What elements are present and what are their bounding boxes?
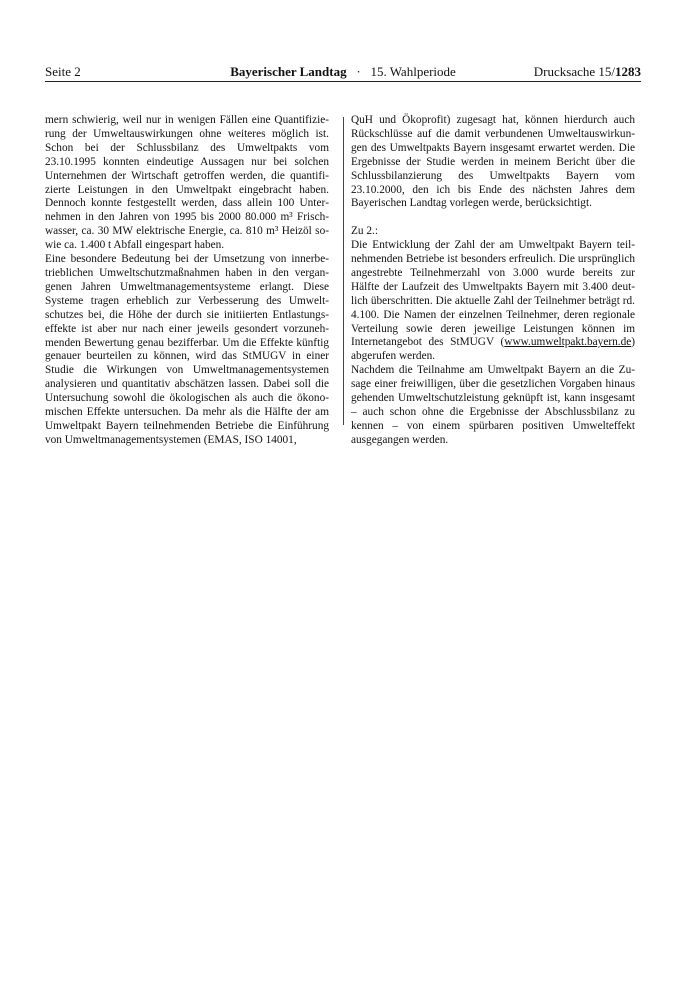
document-number-value: 1283 — [615, 64, 641, 79]
page-number: Seite 2 — [45, 64, 81, 79]
right-paragraph-2-text: Die Entwicklung der Zahl der am Umweltpakt Bayern teilnehmenden Betriebe ist besonders erfreulich. Die ursprünglich angestrebte Teilnehmerzahl von 3.000 wurde bereits zur Hälfte der Laufzeit des Umweltpakts Bayern mit 3.400 deutlich überschritten. Die aktuelle Zahl der Teilnehmer beträgt rd. 4.100. Die Namen der einzelnen Teilnehmer, deren regionale Verteilung sowie deren jeweilige Leistungen können im Internetangebot des StMUGV ( — [351, 239, 635, 349]
left-paragraph-2: Eine besondere Bedeutung bei der Umsetzung von innerbetrieblichen Umweltschutzmaßnahmen haben in den vergangenen Jahren Umweltmanagementsysteme erlangt. Diese Systeme tragen erheblich zur Verbesserung des Umweltschutzes bei, die Höhe der durch sie initiierten Entlastungseffekte ist aber nur nach einer jeweils gesondert vorzunehmenden Bewertung genau bezifferbar. Um die Effekte künftig genauer beurteilen zu können, wird das StMUGV in einer Studie die Wirkungen von Umweltmanagementsystemen analysieren und quantitativ abschätzen lassen. Dabei soll die Untersuchung sowohl die ökologischen als auch die ökonomischen Effekte untersuchen. Da mehr als die Hälfte der am Umweltpakt Bayern teilnehmenden Betriebe die Einführung von Umweltmanagementsystemen (EMAS, ISO 14001, — [45, 253, 329, 446]
right-paragraph-2 — [351, 239, 635, 364]
left-paragraph-1: mern schwierig, weil nur in wenigen Fällen eine Quantifizierung der Umweltauswirkungen ohne weiteres möglich ist. Schon bei der Schlussbilanz des Umweltpakts vom 23.10.1995 konnten eindeutige Aussagen nur bei solchen Unternehmen der Wirtschaft getroffen werden, die quantifizierte Leistungen in den Umweltpakt eingebracht haben. Dennoch konnte festgestellt werden, dass allein 100 Unternehmen in den Jahren von 1995 bis 2000 80.000 m³ Frischwasser, ca. 30 MW elektrische Energie, ca. 810 m³ Heizöl sowie ca. 1.400 t Abfall eingespart haben. — [45, 114, 329, 252]
right-paragraph-2-tail: ) abgerufen werden. — [351, 336, 635, 363]
legislative-period: 15. Wahlperiode — [370, 64, 456, 79]
document-number — [534, 64, 641, 80]
page-header — [45, 64, 641, 82]
running-title — [203, 64, 483, 80]
parliament-name: Bayerischer Landtag — [230, 64, 347, 79]
header-separator: · — [356, 64, 361, 79]
column-divider — [343, 117, 344, 425]
document-number-prefix: Drucksache 15/ — [533, 64, 615, 79]
header-rule — [45, 81, 641, 82]
right-paragraph-3: Nachdem die Teilnahme am Umweltpakt Bayern an die Zusage einer freiwilligen, über die gesetzlichen Vorgaben hinaus gehenden Umweltschutzleistung geknüpft ist, kann insgesamt – auch schon ohne die Ergebnisse der Abschlussbilanz zu kennen – von einem spürbaren positiven Umwelteffekt ausgegangen werden. — [351, 364, 635, 446]
left-column — [45, 114, 329, 448]
website-link[interactable]: www.umweltpakt.bayern.de — [504, 336, 632, 349]
right-paragraph-1: QuH und Ökoprofit) zugesagt hat, können hierdurch auch Rückschlüsse auf die damit verbundenen Umweltauswirkungen des Umweltpakts Bayern insgesamt erwartet werden. Die Ergebnisse der Studie werden in meinem Bericht über die Schlussbilanzierung des Umweltpakts Bayern vom 23.10.2000, den ich bis Ende des nächsten Jahres dem Bayerischen Landtag vorlegen werde, berücksichtigt. — [351, 114, 635, 210]
right-column — [351, 114, 635, 448]
paragraph-gap — [351, 211, 635, 225]
section-heading: Zu 2.: — [351, 225, 378, 238]
